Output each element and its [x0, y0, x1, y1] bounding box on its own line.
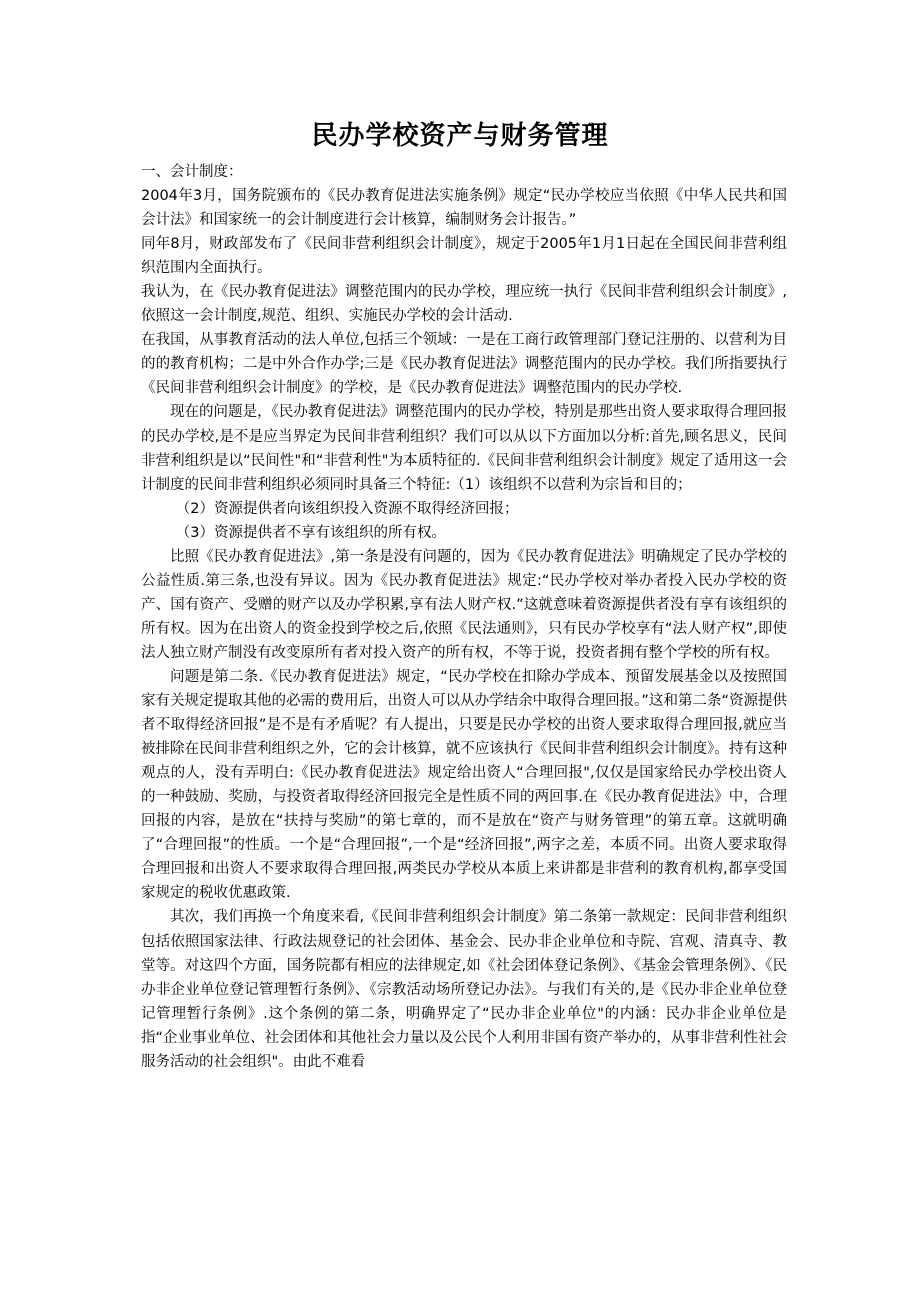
paragraph: 比照《民办教育促进法》,第一条是没有问题的，因为《民办教育促进法》明确规定了民办学校的公益性质.第三条,也没有异议。因为《民办教育促进法》规定:“民办学校对举办者投入民办学校的资产、国有资产、受赠的财产以及办学积累,享有法人财产权.”这就意味着资源提供者没有享有该组织的所有权。因为在出资人的资金投到学校之后,依照《民法通则》，只有民办学校享有“法人财产权”,即使法人独立财产制没有改变原所有者对投入资产的所有权，不等于说，投资者拥有整个学校的所有权。 [141, 548, 787, 661]
document-title: 民办学校资产与财务管理 [311, 121, 609, 151]
paragraph: 现在的问题是，《民办教育促进法》调整范围内的民办学校，特别是那些出资人要求取得合理回报的民办学校,是不是应当界定为民间非营利组织？我们可以从以下方面加以分析:首先,顾名思义，民间非营利组织是以“民间性"和“非营利性"为本质特征的.《民间非营利组织会计制度》规定了适用这一会计制度的民间非营利组织必须同时具备三个特征:（1）该组织不以营利为宗旨和目的； [141, 404, 787, 493]
list-item: （3）资源提供者不享有该组织的所有权。 [175, 524, 447, 541]
section-heading: 一、会计制度： [141, 164, 243, 180]
document-body [141, 160, 787, 1074]
paragraph: 问题是第二条.《民办教育促进法》规定，“民办学校在扣除办学成本、预留发展基金以及按照国家有关规定提取其他的必需的费用后，出资人可以从办学结余中取得合理回报。”这和第二条“资源提供者不取得经济回报”是不是有矛盾呢？有人提出，只要是民办学校的出资人要求取得合理回报,就应当被排除在民间非营利组织之外，它的会计核算，就不应该执行《民间非营利组织会计制度》。持有这种观点的人，没有弄明白:《民办教育促进法》规定给出资人“合理回报",仅仅是国家给民办学校出资人的一种鼓励、奖励，与投资者取得经济回报完全是性质不同的两回事.在《民办教育促进法》中，合理回报的内容，是放在“扶持与奖励”的第七章的，而不是放在“资产与财务管理”的第五章。这就明确了“合理回报”的性质。一个是“合理回报”,一个是“经济回报”,两字之差，本质不同。出资人要求取得合理回报和出资人不要求取得合理回报,两类民办学校从本质上来讲都是非营利的教育机构,都享受国家规定的税收优惠政策. [141, 668, 787, 902]
paragraph: 2004年3月，国务院颁布的《民办教育促进法实施条例》规定“民办学校应当依照《中华人民共和国会计法》和国家统一的会计制度进行会计核算，编制财务会计报告。” [141, 188, 787, 229]
list-item: （2）资源提供者向该组织投入资源不取得经济回报； [175, 500, 519, 517]
paragraph: 我认为，在《民办教育促进法》调整范围内的民办学校，理应统一执行《民间非营利组织会计制度》,依照这一会计制度,规范、组织、实施民办学校的会计活动. [141, 284, 787, 325]
paragraph: 同年8月，财政部发布了《民间非营利组织会计制度》，规定于2005年1月1日起在全国民间非营利组织范围内全面执行。 [141, 236, 787, 277]
paragraph: 在我国，从事教育活动的法人单位,包括三个领域：一是在工商行政管理部门登记注册的、以营利为目的的教育机构；二是中外合作办学;三是《民办教育促进法》调整范围内的民办学校。我们所指要执行《民间非营利组织会计制度》的学校，是《民办教育促进法》调整范围内的民办学校. [141, 332, 787, 397]
paragraph: 其次，我们再换一个角度来看,《民间非营利组织会计制度》第二条第一款规定：民间非营利组织包括依照国家法律、行政法规登记的社会团体、基金会、民办非企业单位和寺院、宫观、清真寺、教堂等。对这四个方面，国务院都有相应的法律规定,如《社会团体登记条例》、《基金会管理条例》、《民办非企业单位登记管理暂行条例》、《宗教活动场所登记办法》。与我们有关的,是《民办非企业单位登记管理暂行条例》.这个条例的第二条，明确界定了“民办非企业单位"的内涵：民办非企业单位是指“企业事业单位、社会团体和其他社会力量以及公民个人利用非国有资产举办的，从事非营利性社会服务活动的社会组织"。由此不难看 [141, 909, 787, 1070]
